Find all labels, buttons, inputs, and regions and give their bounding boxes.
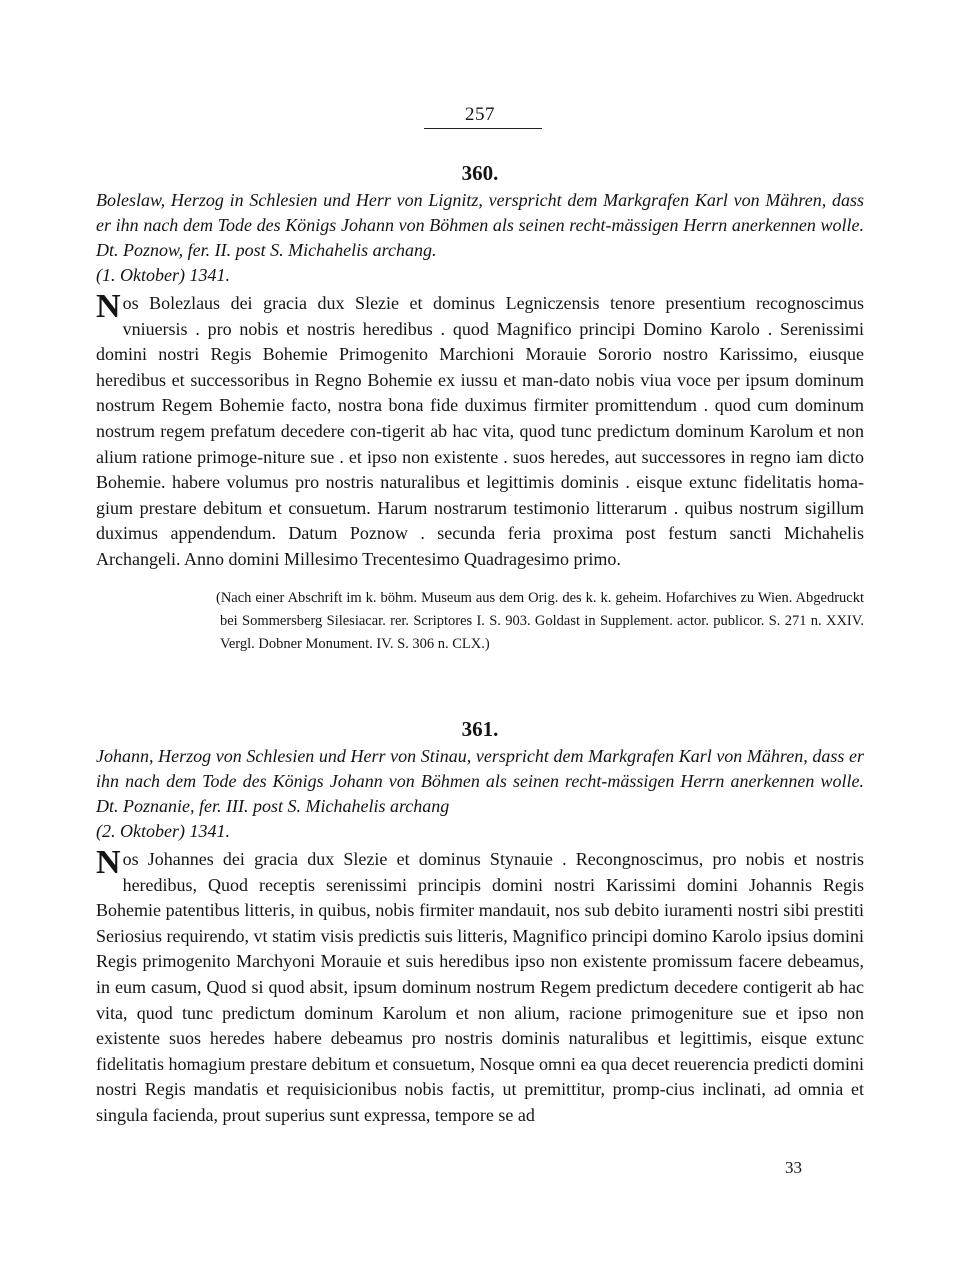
document-number: 360.: [461, 161, 499, 185]
regest-text: Boleslaw, Herzog in Schlesien und Herr von Lignitz, verspricht dem Markgrafen Karl von Mähren, dass er ihn nach dem Tode des Königs Johann von Böhmen als seinen recht-mässigen Herrn anerkennen wolle. Dt. Poznow, fer. II. post S. Michahelis archang.: [96, 190, 864, 260]
document-entry: [96, 158, 864, 656]
document-entry: [96, 714, 864, 1129]
charter-text: [96, 844, 864, 1129]
charter-body: os Johannes dei gracia dux Slezie et dominus Stynauie . Recongnoscimus, pro nobis et nostris heredibus, Quod receptis serenissimi principis domini nostri Karissimi domini Johannis Regis Bohemie patentibus litteris, in quibus, nobis firmiter mandauit, nos sub debito iuramenti nostri sibi prestiti Seriosius requirendo, vt statim visis predictis suis litteris, Magnifico principi domino Karolo ipsius domini Regis primogenito Marchyoni Morauie et suis heredibus ipso non existente promissum facere debeamus, in eum casum, Quod si quod absit, ipsum dominum nostrum Regem predictum decedere contigerit ab hac vita, quod tunc predictum dominum Karolum et non alium, racione primogeniture sue et ipso non existente suos heredes habere debeamus pro nostris dominis naturalibus et legittimis, eisque extunc fidelitatis homagium prestare debitum et consuetum, Nosque omni ea qua decet reuerencia predicti domini nostri Regis mandatis et requisicionibus nobis factis, ut premittitur, promp-cius inclinati, ad omnia et singula facienda, prout superius sunt expressa, tempore se ad: [96, 849, 864, 1125]
drop-initial: N: [96, 844, 121, 881]
header-rule: [424, 128, 542, 129]
source-note: (Nach einer Abschrift im k. böhm. Museum aus dem Orig. des k. k. geheim. Hofarchives zu Wien. Abgedruckt bei Sommersberg Silesiacar. rer. Scriptores I. S. 903. Goldast in Supplement. actor. publicor. S. 271 n. XXIV. Vergl. Dobner Monument. IV. S. 306 n. CLX.): [216, 589, 864, 652]
regest-summary: [96, 744, 864, 844]
drop-initial: N: [96, 288, 121, 325]
charter-text: [96, 288, 864, 573]
charter-body: os Bolezlaus dei gracia dux Slezie et dominus Legniczensis tenore presentium recognoscimus vniuersis . pro nobis et nostris heredibus . quod Magnifico principi Domino Karolo . Serenissimi domini nostri Regis Bohemie Primogenito Marchioni Morauie Sororio nostro Karissimo, eiusque heredibus et successoribus in Regno Bohemie ex iussu et man-dato nobis viua voce per ipsum dominum nostrum Regem Bohemie facto, nostra bona fide duximus firmiter promittendum . quod cum dominum nostrum regem prefatum decedere con-tigerit ab hac vita, quod tunc predictum dominum Karolum et non alium ratione primoge-niture sue . et ipso non existente . suos heredes, aut successores in regno iam dicto Bohemie. habere volumus pro nostris naturalibus et legittimis dominis . eisque extunc fidelitatis homa-gium prestare debitum et consuetum. Harum nostrarum testimonio litterarum . quibus nostrum sigillum duximus appendendum. Datum Poznow . secunda feria proxima post festum sancti Michahelis Archangeli. Anno domini Millesimo Trecentesimo Quadragesimo primo.: [96, 293, 864, 569]
page-number: 257: [465, 104, 495, 125]
document-page: [96, 96, 864, 1216]
signature-mark: 33: [785, 1158, 802, 1177]
document-number: 361.: [461, 717, 499, 741]
regest-date: (2. Oktober) 1341.: [96, 821, 230, 841]
regest-date: (1. Oktober) 1341.: [96, 265, 230, 285]
regest-text: Johann, Herzog von Schlesien und Herr von Stinau, verspricht dem Markgrafen Karl von Mähren, dass er ihn nach dem Tode des Königs Johann von Böhmen als seinen recht-mässigen Herrn anerkennen wolle. Dt. Poznanie, fer. III. post S. Michahelis archang: [96, 746, 864, 816]
regest-summary: [96, 188, 864, 288]
